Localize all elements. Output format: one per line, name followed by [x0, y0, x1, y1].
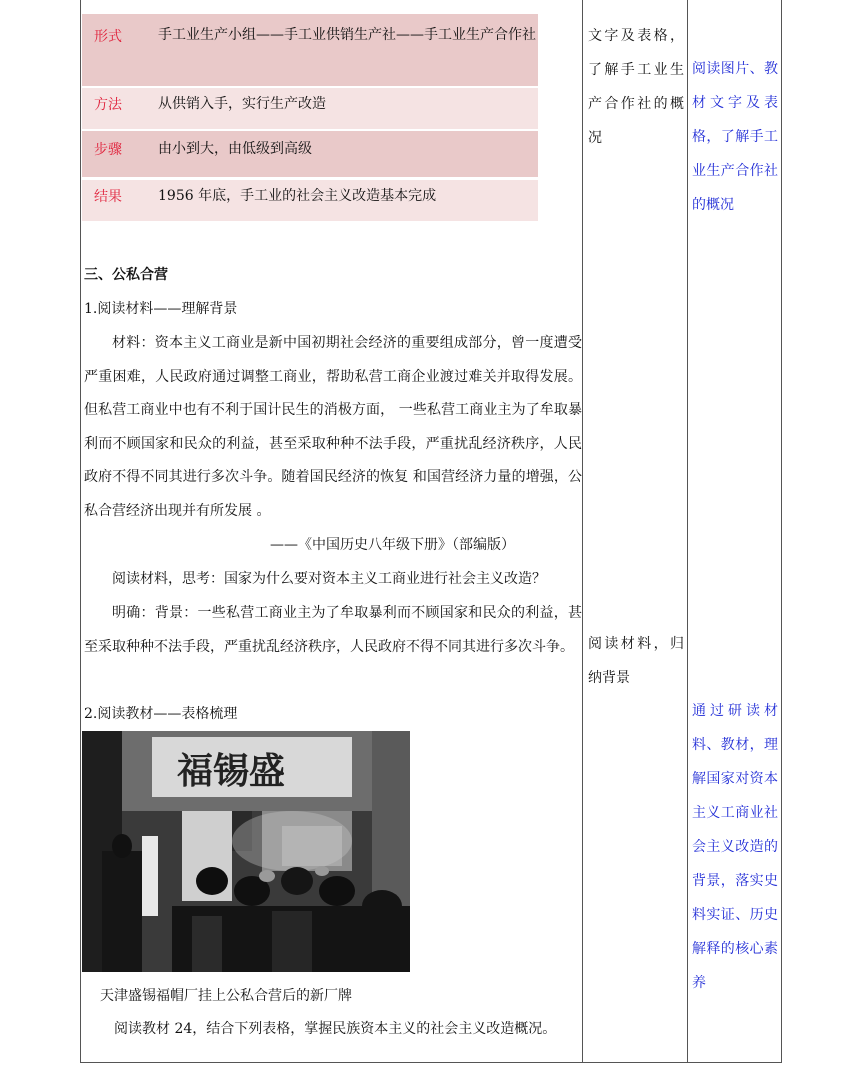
row-key: 步骤 [94, 142, 122, 158]
design-intent-top: 阅读图片、教材文字及表格，了解手工业生产合作社的概况 [692, 61, 778, 213]
table-row [82, 14, 538, 86]
table-row [82, 88, 538, 129]
material-source: ——《中国历史八年级下册》（部编版） [270, 537, 515, 553]
row-value: 1956 年底，手工业的社会主义改造基本完成 [158, 188, 437, 204]
row-value: 由小到大，由低级到高级 [158, 141, 312, 157]
historical-photo [82, 731, 410, 972]
question-paragraph: 阅读材料，思考：国家为什么要对资本主义工商业进行社会主义改造？ [112, 571, 546, 587]
table-row [82, 180, 538, 221]
row-key: 形式 [94, 29, 122, 45]
material-paragraph: 材料：资本主义工商业是新中国初期社会经济的重要组成部分，曾一度遭受严重困难，人民政府通过调整工商业，帮助私营工商企业渡过难关并取得发展。但私营工商业中也有不利于国计民生的消极方面， 一些私营工商业主为了牟取暴利而不顾国家和民众的利益，甚至采取种种不法手段，严重扰乱经济秩序，人民政府不得不同其进行多次斗争。随着国民经济的恢复 和国营经济力量的增强，公私合营经济出现并有所发展 。 [84, 335, 582, 519]
answer-paragraph: 明确：背景：一些私营工商业主为了牟取暴利而不顾国家和民众的利益，甚至采取种种不法手段，严重扰乱经济秩序，人民政府不得不同其进行多次斗争。 [84, 605, 582, 655]
row-key: 方法 [94, 97, 122, 113]
student-activity-mid: 阅读材料，归纳背景 [588, 636, 684, 686]
row-value: 从供销入手，实行生产改造 [158, 96, 326, 112]
table-row [82, 131, 538, 177]
row-value: 手工业生产小组——手工业供销生产社——手工业生产合作社 [158, 27, 536, 43]
column-divider-1 [582, 0, 583, 1062]
student-activity-top: 文字及表格，了解手工业生产合作社的概况 [588, 28, 684, 146]
photo-shop-sign: 福锡盛 [177, 750, 286, 792]
section-title: 三、公私合营 [84, 267, 168, 283]
step-2-title: 2.阅读教材——表格梳理 [84, 706, 238, 722]
row-key: 结果 [94, 189, 122, 205]
step-1-title: 1.阅读材料——理解背景 [84, 301, 238, 317]
column-divider-2 [687, 0, 688, 1062]
photo-caption: 天津盛锡福帽厂挂上公私合营后的新厂牌 [100, 988, 352, 1004]
photo-illustration [82, 731, 410, 972]
design-intent-mid: 通过研读材料、教材，理解国家对资本主义工商业社会主义改造的背景，落实史料实证、历史解释的核心素养 [692, 703, 778, 991]
textbook-instruction: 阅读教材 24，结合下列表格，掌握民族资本主义的社会主义改造概况。 [114, 1021, 557, 1037]
